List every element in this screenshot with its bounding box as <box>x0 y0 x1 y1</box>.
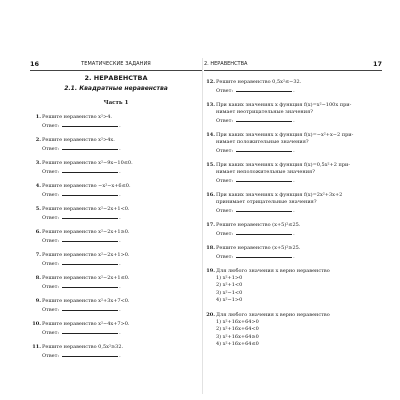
answer-field[interactable] <box>62 121 118 127</box>
answer-row <box>42 213 202 222</box>
answer-row <box>42 144 202 153</box>
exercise-number: 12. <box>206 79 215 85</box>
answer-field[interactable] <box>236 229 292 235</box>
exercise-question: Решите неравенство 0,5x²≥32. <box>42 344 124 350</box>
exercise-item <box>30 137 202 160</box>
answer-field[interactable] <box>62 236 118 242</box>
exercise-number: 14. <box>206 132 215 138</box>
exercise-question-line: Для любого значения x верно неравенство <box>216 312 330 318</box>
exercise-item <box>30 321 202 344</box>
answer-row <box>42 328 202 337</box>
right-page-header <box>204 60 382 71</box>
answer-row <box>216 206 382 215</box>
answer-row <box>42 259 202 268</box>
answer-field[interactable] <box>236 86 292 92</box>
answer-period: . <box>293 178 295 185</box>
exercise-question-line: Решите неравенство (x+5)²≥25. <box>216 245 301 251</box>
answer-period: . <box>119 215 121 222</box>
exercise-number: 11. <box>32 344 41 350</box>
answer-field[interactable] <box>62 190 118 196</box>
answer-option[interactable]: 1) x²+16x+64>0 <box>216 319 259 326</box>
exercise-question-line: При каких значениях x функция f(x)=x²−100x при- <box>216 102 352 108</box>
answer-label: Ответ: <box>216 231 234 238</box>
answer-field[interactable] <box>62 305 118 311</box>
exercise-number: 4. <box>35 183 41 189</box>
answer-period: . <box>293 254 295 261</box>
answer-row <box>42 282 202 291</box>
answer-period: . <box>293 208 295 215</box>
answer-row <box>42 236 202 245</box>
answer-label: Ответ: <box>216 118 234 125</box>
answer-period: . <box>119 330 121 337</box>
exercise-item <box>204 79 382 102</box>
answer-period: . <box>119 146 121 153</box>
answer-label: Ответ: <box>216 178 234 185</box>
answer-row <box>216 116 382 125</box>
exercise-question-line: нимает неположительные значения? <box>216 169 315 176</box>
exercise-question-line: Для любого значения x верно неравенство <box>216 268 330 274</box>
exercise-question: Решите неравенство x²−4x+7>0. <box>42 321 130 327</box>
left-page <box>30 60 202 390</box>
answer-row <box>216 86 382 95</box>
page-number: 16 <box>30 60 40 68</box>
exercise-item <box>204 162 382 192</box>
subsection-title: 2.1. Квадратные неравенства <box>64 85 168 92</box>
exercise-item <box>30 275 202 298</box>
exercise-question: Решите неравенство x²>4x. <box>42 137 115 143</box>
exercise-item <box>204 222 382 245</box>
answer-period: . <box>119 123 121 130</box>
exercise-number: 18. <box>206 245 215 251</box>
answer-label: Ответ: <box>42 238 60 245</box>
exercise-number: 10. <box>32 321 41 327</box>
exercise-number: 8. <box>35 275 41 281</box>
exercise-question: Решите неравенство x²−2x+1≥0. <box>42 229 130 235</box>
exercise-item <box>30 160 202 183</box>
exercise-question: Решите неравенство x²−9x−10≤0. <box>42 160 133 166</box>
exercise-question-line: При каких значениях x функция f(x)=−x²+x−2 при- <box>216 132 354 138</box>
exercise-number: 2. <box>35 137 41 143</box>
answer-row <box>216 252 382 261</box>
answer-field[interactable] <box>62 144 118 150</box>
exercise-number: 13. <box>206 102 215 108</box>
answer-period: . <box>293 148 295 155</box>
answer-field[interactable] <box>62 213 118 219</box>
answer-row <box>42 167 202 176</box>
exercise-question: Решите неравенство x²−2x+1>0. <box>42 252 130 258</box>
exercise-number: 6. <box>35 229 41 235</box>
answer-option[interactable]: 2) x²+1<0 <box>216 282 243 289</box>
page-number: 17 <box>372 60 382 68</box>
exercise-item <box>204 102 382 132</box>
answer-row <box>216 176 382 185</box>
exercise-item <box>204 192 382 222</box>
answer-period: . <box>293 231 295 238</box>
answer-field[interactable] <box>62 259 118 265</box>
answer-label: Ответ: <box>42 123 60 130</box>
exercise-number: 5. <box>35 206 41 212</box>
exercise-number: 9. <box>35 298 41 304</box>
exercise-item <box>30 229 202 252</box>
answer-label: Ответ: <box>216 208 234 215</box>
answer-field[interactable] <box>236 252 292 258</box>
answer-label: Ответ: <box>42 330 60 337</box>
exercise-item <box>30 252 202 275</box>
part-title: Часть 1 <box>103 100 129 106</box>
exercise-item <box>30 206 202 229</box>
exercise-question: Решите неравенство x²>4. <box>42 114 112 120</box>
answer-field[interactable] <box>62 328 118 334</box>
answer-option[interactable]: 4) x²+16x+64≤0 <box>216 340 259 347</box>
running-head: 2. НЕРАВЕНСТВА <box>204 61 248 67</box>
answer-period: . <box>119 261 121 268</box>
left-page-header <box>30 60 202 71</box>
answer-row <box>42 351 202 360</box>
answer-field[interactable] <box>236 116 292 122</box>
answer-field[interactable] <box>62 167 118 173</box>
exercise-question-line: Решите неравенство (x+5)²≤25. <box>216 222 301 228</box>
exercise-number: 15. <box>206 162 215 168</box>
answer-label: Ответ: <box>216 148 234 155</box>
answer-field[interactable] <box>236 176 292 182</box>
answer-field[interactable] <box>62 282 118 288</box>
exercise-question-line: При каких значениях x функция f(x)=2x²+3x+2 <box>216 192 343 198</box>
answer-label: Ответ: <box>42 215 60 222</box>
exercise-number: 7. <box>35 252 41 258</box>
running-head: ТЕМАТИЧЕСКИЕ ЗАДАНИЯ <box>81 61 151 67</box>
exercise-number: 3. <box>35 160 41 166</box>
exercise-number: 19. <box>206 268 215 274</box>
answer-period: . <box>119 192 121 199</box>
page-spine <box>202 58 203 394</box>
exercise-question: Решите неравенство x²−2x+1≤0. <box>42 275 130 281</box>
exercise-question-line: Решите неравенство 0,5x²≤−32. <box>216 79 302 85</box>
answer-option[interactable]: 3) x²−1<0 <box>216 289 243 296</box>
answer-label: Ответ: <box>42 261 60 268</box>
answer-row <box>42 121 202 130</box>
answer-row <box>216 146 382 155</box>
right-page <box>204 60 382 390</box>
exercise-question: Решите неравенство −x²−x+6≤0. <box>42 183 131 189</box>
answer-label: Ответ: <box>42 307 60 314</box>
exercise-item <box>204 245 382 268</box>
answer-period: . <box>119 307 121 314</box>
answer-option[interactable]: 4) x²−1>0 <box>216 296 243 303</box>
exercise-item <box>30 183 202 206</box>
exercise-number: 17. <box>206 222 215 228</box>
exercise-number: 20. <box>206 312 215 318</box>
exercise-item <box>204 132 382 162</box>
answer-option[interactable]: 1) x²+1>0 <box>216 275 243 282</box>
answer-row <box>216 229 382 238</box>
exercise-item <box>30 114 202 137</box>
answer-period: . <box>119 353 121 360</box>
answer-field[interactable] <box>236 206 292 212</box>
exercise-question-line: При каких значениях x функция f(x)=0,5x²+2 при- <box>216 162 351 168</box>
exercise-question-line: принимает отрицательные значения? <box>216 199 317 206</box>
answer-label: Ответ: <box>216 254 234 261</box>
answer-label: Ответ: <box>216 88 234 95</box>
answer-label: Ответ: <box>42 169 60 176</box>
answer-option[interactable]: 3) x²+16x+64≥0 <box>216 333 259 340</box>
answer-label: Ответ: <box>42 284 60 291</box>
answer-row <box>42 190 202 199</box>
exercise-question-line: нимает положительные значения? <box>216 139 309 146</box>
answer-label: Ответ: <box>42 192 60 199</box>
exercise-question-line: нимает неотрицательные значения? <box>216 109 313 116</box>
exercise-item <box>30 344 202 367</box>
answer-period: . <box>293 88 295 95</box>
exercise-item <box>204 312 382 356</box>
left-exercise-list <box>30 114 202 367</box>
section-title: 2. НЕРАВЕНСТВА <box>84 74 148 82</box>
answer-field[interactable] <box>236 146 292 152</box>
right-exercise-list <box>204 79 382 356</box>
answer-period: . <box>293 118 295 125</box>
exercise-number: 1. <box>35 114 41 120</box>
exercise-question: Решите неравенство x²+3x+7<0. <box>42 298 130 304</box>
answer-period: . <box>119 284 121 291</box>
answer-period: . <box>119 169 121 176</box>
answer-period: . <box>119 238 121 245</box>
answer-label: Ответ: <box>42 146 60 153</box>
exercise-question: Решите неравенство x²−2x+1<0. <box>42 206 130 212</box>
exercise-number: 16. <box>206 192 215 198</box>
answer-label: Ответ: <box>42 353 60 360</box>
exercise-item <box>30 298 202 321</box>
answer-row <box>42 305 202 314</box>
exercise-item <box>204 268 382 312</box>
answer-option[interactable]: 2) x²+16x+64<0 <box>216 326 259 333</box>
answer-field[interactable] <box>62 351 118 357</box>
